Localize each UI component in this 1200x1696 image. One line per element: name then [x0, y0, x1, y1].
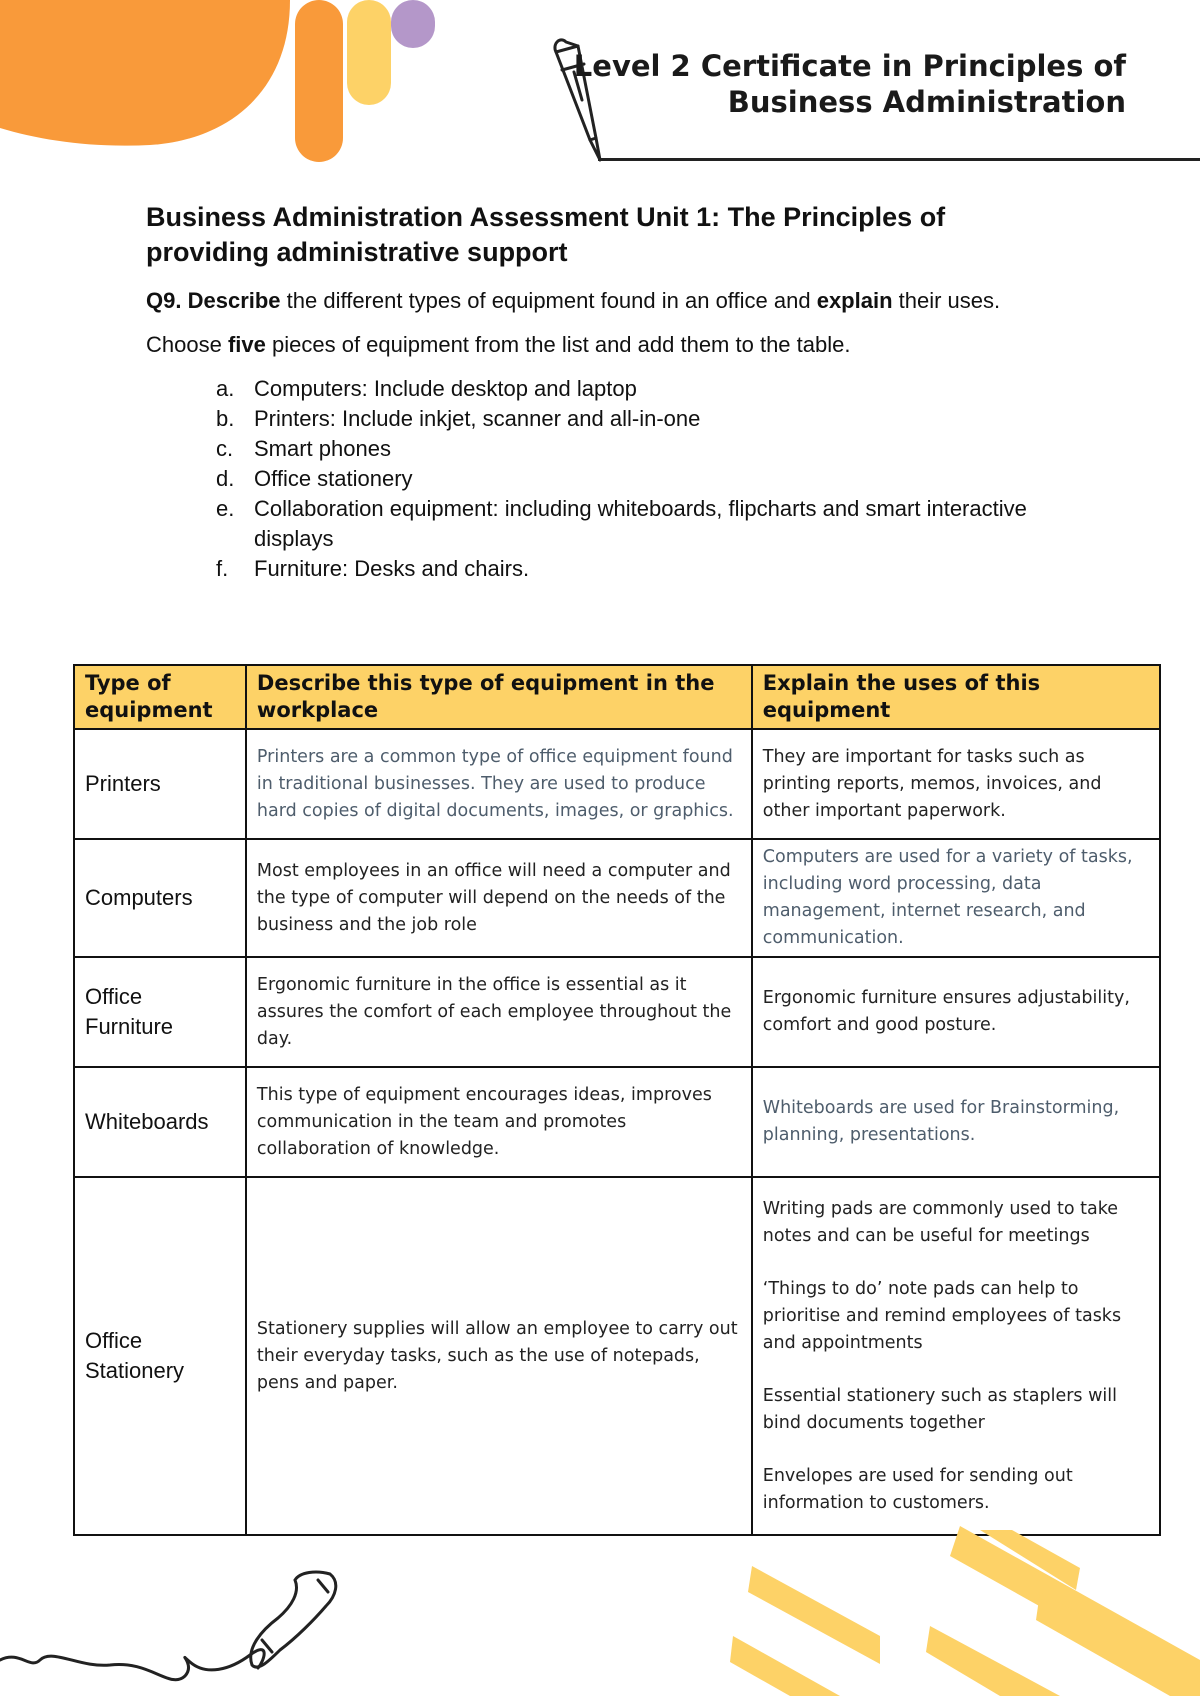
cell-describe: Most employees in an office will need a computer and the type of computer will depend on the needs of the business and the job role [246, 839, 752, 957]
cell-type: Office Furniture [74, 957, 246, 1067]
table-row [74, 1177, 1160, 1535]
cell-explain [752, 1177, 1160, 1535]
table-row [74, 839, 1160, 957]
list-marker: b. [216, 406, 235, 431]
question-text [146, 286, 1046, 316]
list-item-text: Collaboration equipment: including whiteboards, flipcharts and smart interactive displays [254, 496, 1027, 551]
explain-line: Envelopes are used for sending out information to customers. [762, 1465, 1073, 1513]
explain-line: ‘Things to do’ note pads can help to prioritise and remind employees of tasks and appointments [762, 1278, 1122, 1353]
table-row [74, 1067, 1160, 1177]
list-item [216, 554, 1046, 584]
table-row [74, 729, 1160, 839]
question-number: Q9. [146, 288, 182, 313]
list-item [216, 434, 1046, 464]
instruction-text [146, 330, 1046, 360]
stripe-decoration [730, 1526, 1200, 1696]
column-header-describe: Describe this type of equipment in the workplace [246, 665, 752, 729]
list-item [216, 404, 1046, 434]
equipment-table [73, 664, 1161, 1536]
assessment-heading: Business Administration Assessment Unit 1: The Principles of providing administrative support [146, 202, 946, 267]
question-text-part2: their uses. [898, 288, 1001, 313]
cell-describe: Ergonomic furniture in the office is essential as it assures the comfort of each employee throughout the day. [246, 957, 752, 1067]
question-text-part1: the different types of equipment found in an office and [286, 288, 811, 313]
cell-explain: Ergonomic furniture ensures adjustability, comfort and good posture. [752, 957, 1160, 1067]
table-row [74, 957, 1160, 1067]
list-item [216, 464, 1046, 494]
list-marker: e. [216, 496, 235, 521]
telephone-handset-icon [0, 1572, 336, 1680]
explain-line: Essential stationery such as staplers will bind documents together [762, 1385, 1118, 1433]
cell-type: Whiteboards [74, 1067, 246, 1177]
cell-describe: This type of equipment encourages ideas, improves communication in the team and promotes collaboration of knowledge. [246, 1067, 752, 1177]
list-item [216, 374, 1046, 404]
cell-explain: They are important for tasks such as printing reports, memos, invoices, and other important paperwork. [752, 729, 1160, 839]
cell-type: Printers [74, 729, 246, 839]
list-marker: d. [216, 466, 235, 491]
cell-type: Office Stationery [74, 1177, 246, 1535]
page-header-title [574, 48, 1126, 120]
equipment-options-list [146, 374, 1046, 584]
assessment-content [146, 200, 1046, 584]
cell-type: Computers [74, 839, 246, 957]
question-verb-describe: Describe [187, 288, 281, 313]
cell-describe: Printers are a common type of office equipment found in traditional businesses. They are used to produce hard copies of digital documents, images, or graphics. [246, 729, 752, 839]
list-item-text: Furniture: Desks and chairs. [254, 556, 530, 581]
list-item-text: Office stationery [254, 466, 413, 491]
cell-explain: Whiteboards are used for Brainstorming, planning, presentations. [752, 1067, 1160, 1177]
header-divider [598, 158, 1200, 161]
table-header-row [74, 665, 1160, 729]
column-header-explain: Explain the uses of this equipment [752, 665, 1160, 729]
list-marker: c. [216, 436, 234, 461]
list-item [216, 494, 1046, 554]
cell-describe: Stationery supplies will allow an employee to carry out their everyday tasks, such as the use of notepads, pens and paper. [246, 1177, 752, 1535]
instruction-bold: five [227, 332, 266, 357]
list-marker: a. [216, 376, 235, 401]
column-header-type: Type of equipment [74, 665, 246, 729]
instruction-post: pieces of equipment from the list and add them to the table. [272, 332, 851, 357]
explain-line: Writing pads are commonly used to take notes and can be useful for meetings [762, 1198, 1118, 1246]
list-marker: f. [216, 556, 229, 581]
question-verb-explain: explain [816, 288, 893, 313]
instruction-pre: Choose [146, 332, 222, 357]
header-title-line2: Business Administration [727, 85, 1126, 119]
list-item-text: Printers: Include inkjet, scanner and all-in-one [254, 406, 701, 431]
list-item-text: Smart phones [254, 436, 391, 461]
header-title-line1: Level 2 Certificate in Principles of [573, 49, 1126, 83]
cell-explain: Computers are used for a variety of tasks, including word processing, data management, internet research, and communication. [752, 839, 1160, 957]
pen-icon [0, 0, 620, 170]
list-item-text: Computers: Include desktop and laptop [254, 376, 637, 401]
